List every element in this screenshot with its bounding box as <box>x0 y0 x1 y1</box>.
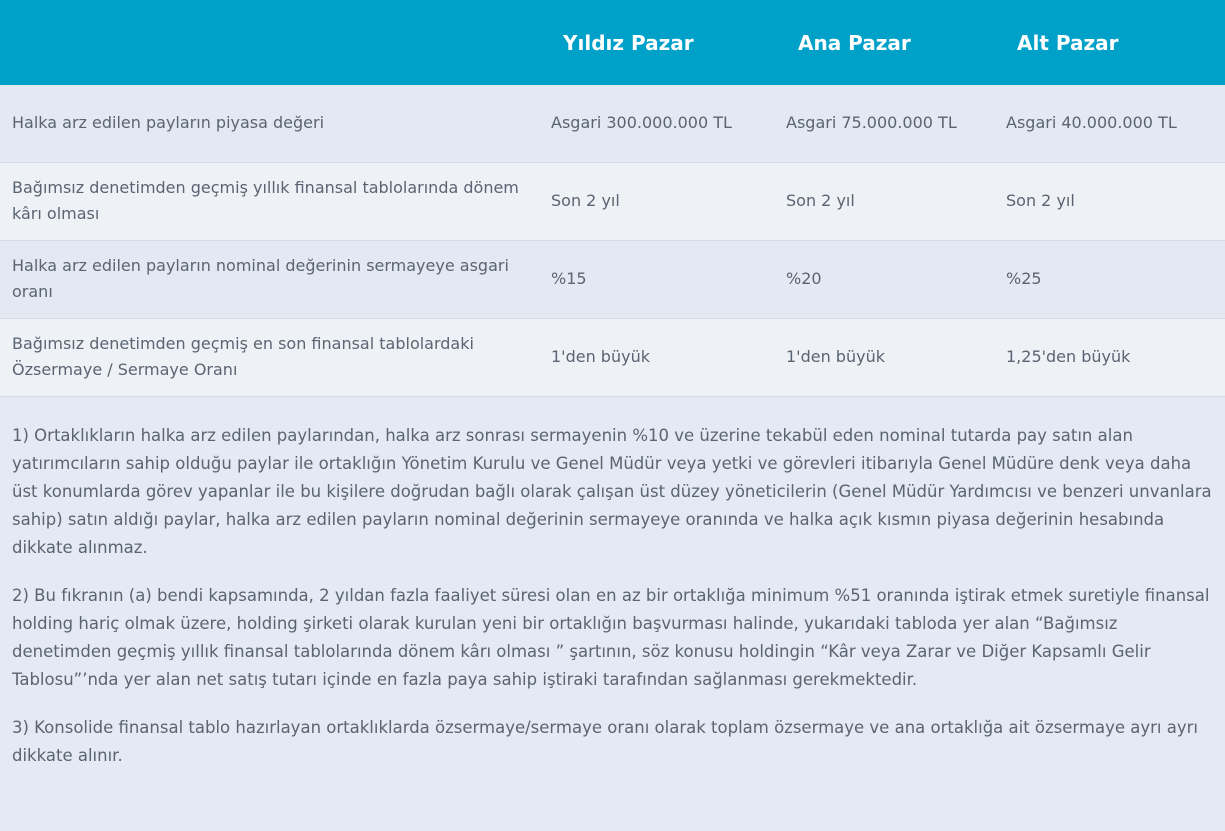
footnote-1: 1) Ortaklıkların halka arz edilen paylarından, halka arz sonrası sermayenin %10 ve üzerine tekabül eden nominal tutarda pay satın alan yatırımcıların sahip olduğu paylar ile ortaklığın Yönetim Kurulu ve Genel Müdür veya yetki ve görevleri itibarıyla Genel Müdüre denk veya daha üst konumlarda görev yapanlar ile bu kişilere doğrudan bağlı olarak çalışan üst düzey yöneticilerin (Genel Müdür Yardımcısı ve benzeri unvanlara sahip) satın aldığı paylar, halka arz edilen payların nominal değerinin sermayeye oranında ve halka açık kısmın piyasa değerinin hesabında dikkate alınmaz. <box>12 425 1212 557</box>
cell-alt-pazar: Son 2 yıl <box>1006 191 1075 210</box>
cell-yildiz-pazar: 1'den büyük <box>551 347 650 366</box>
footnote-2: 2) Bu fıkranın (a) bendi kapsamında, 2 yıldan fazla faaliyet süresi olan en az bir ortaklığa minimum %51 oranında iştirak etmek suretiyle finansal holding hariç olmak üzere, holding şirketi olarak kurulan yeni bir ortaklığın başvurması halinde, yukarıdaki tabloda yer alan “Bağımsız denetimden geçmiş yıllık finansal tablolarında dönem kârı olması ” şartının, söz konusu holdingin “Kâr veya Zarar ve Diğer Kapsamlı Gelir Tablosu”’nda yer alan net satış tutarı içinde en fazla paya sahip iştiraki tarafından sağlanması gerekmektedir. <box>12 585 1210 689</box>
table-row <box>0 85 1225 162</box>
footnote-3: 3) Konsolide finansal tablo hazırlayan ortaklıklarda özsermaye/sermaye oranı olarak toplam özsermaye ve ana ortaklığa ait özsermaye ayrı ayrı dikkate alınır. <box>12 717 1199 765</box>
cell-ana-pazar: %20 <box>786 269 822 288</box>
cell-yildiz-pazar: %15 <box>551 269 587 288</box>
cell-alt-pazar: 1,25'den büyük <box>1006 347 1131 366</box>
header-alt-pazar: Alt Pazar <box>1017 30 1119 55</box>
row-label: Halka arz edilen payların nominal değerinin sermayeye asgari oranı <box>12 256 509 301</box>
row-label: Bağımsız denetimden geçmiş en son finansal tablolardaki Özsermaye / Sermaye Oranı <box>12 334 474 379</box>
cell-alt-pazar: %25 <box>1006 269 1042 288</box>
cell-ana-pazar: Son 2 yıl <box>786 191 855 210</box>
listing-criteria-table <box>0 0 1225 397</box>
header-ana-pazar: Ana Pazar <box>798 30 911 55</box>
cell-ana-pazar: 1'den büyük <box>786 347 885 366</box>
table-row <box>0 318 1225 396</box>
table-header-row <box>0 0 1225 85</box>
cell-yildiz-pazar: Asgari 300.000.000 TL <box>551 113 732 133</box>
table-row <box>0 240 1225 318</box>
cell-yildiz-pazar: Son 2 yıl <box>551 191 620 210</box>
cell-ana-pazar: Asgari 75.000.000 TL <box>786 113 957 133</box>
footnotes <box>0 397 1225 770</box>
cell-alt-pazar: Asgari 40.000.000 TL <box>1006 113 1177 133</box>
header-empty <box>0 0 539 85</box>
header-yildiz-pazar: Yıldız Pazar <box>563 30 694 55</box>
row-label: Halka arz edilen payların piyasa değeri <box>12 113 325 133</box>
row-label: Bağımsız denetimden geçmiş yıllık finansal tablolarında dönem kârı olması <box>12 178 519 223</box>
table-row <box>0 162 1225 240</box>
